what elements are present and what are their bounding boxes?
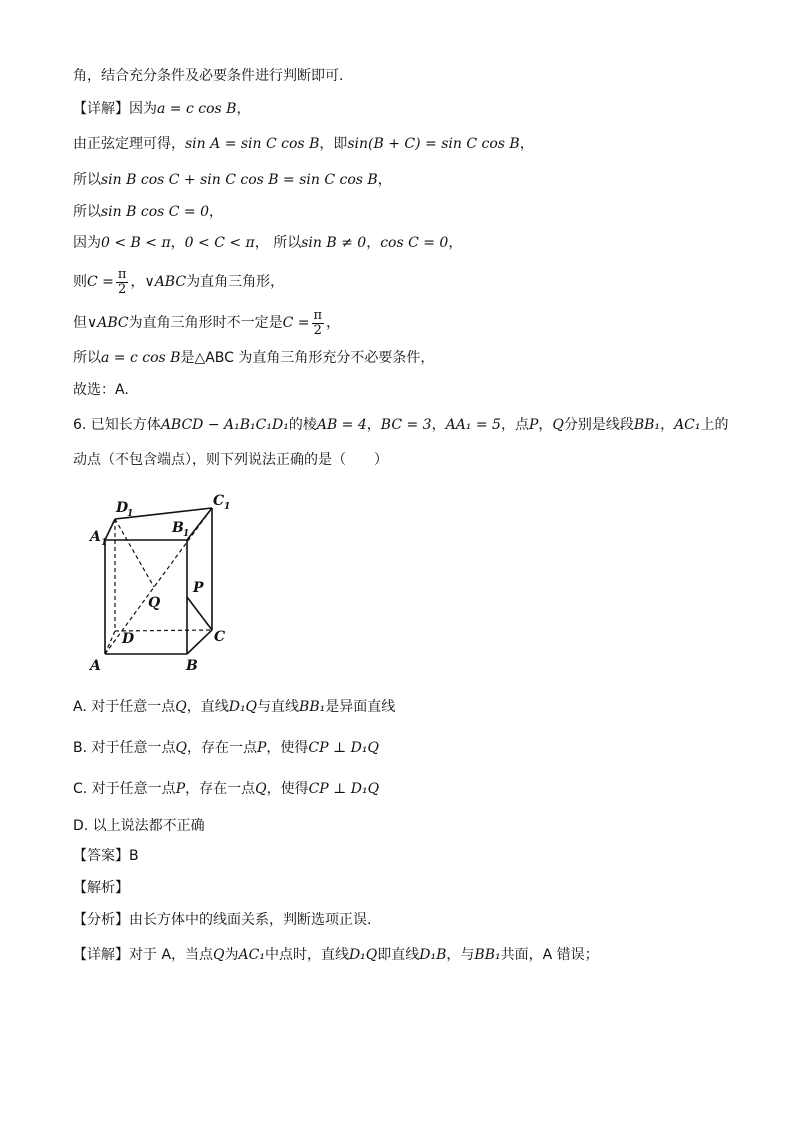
label-B1-sub: 1 (183, 529, 190, 539)
solution-line-5 (73, 202, 223, 222)
text: 所以 (73, 204, 101, 220)
math: 0 < C < π (184, 235, 255, 251)
solution-line-6 (73, 233, 462, 253)
punct: ， (448, 235, 463, 251)
label-A: A (90, 658, 101, 674)
detail-label: 【详解】 (73, 101, 129, 117)
option-b (73, 738, 379, 758)
text: 则 (73, 274, 87, 290)
label-P: P (193, 580, 204, 596)
math: sin A = sin C cos B (185, 136, 320, 152)
edge-C1B1 (187, 508, 212, 540)
segment-D1Q (115, 519, 154, 587)
text: D. 以上说法都不正确 (73, 818, 205, 834)
math: AA₁ = 5 (445, 417, 501, 433)
text: ，存在一点 (185, 781, 256, 797)
punct: ， (170, 235, 185, 251)
punct: ， (660, 417, 675, 433)
label-B1: B (172, 520, 184, 536)
question-line-2 (73, 450, 388, 470)
label-C1: C (213, 493, 225, 509)
math: C = (282, 315, 310, 331)
text: 上的 (700, 417, 729, 433)
text: ，存在一点 (187, 740, 257, 756)
math: Q (213, 947, 225, 963)
text: 由长方体中的线面关系，判断选项正误. (129, 912, 372, 928)
solution-line-4 (73, 170, 392, 190)
math: 0 < B < π (101, 235, 171, 251)
punct: ， (377, 172, 392, 188)
math: D₁Q (348, 947, 378, 963)
analysis-sub-label: 【分析】 (73, 912, 129, 928)
math: AC₁ (674, 417, 701, 433)
punct: ， (431, 417, 446, 433)
math: CP ⊥ D₁Q (308, 740, 379, 756)
text: C. 对于任意一点 (73, 781, 176, 797)
text: 为直角三角形， (186, 274, 285, 290)
segment-PC (187, 597, 212, 630)
math: D₁Q (228, 699, 258, 715)
text: 由正弦定理可得， (73, 136, 185, 152)
text: ，点 (500, 417, 529, 433)
label-B: B (186, 658, 198, 674)
text: ，使得 (266, 740, 309, 756)
punct: ， (209, 204, 224, 220)
text: ，使得 (266, 781, 309, 797)
detail-label: 【详解】 (73, 947, 129, 963)
numerator: π (117, 266, 127, 282)
label-D1-sub: 1 (127, 509, 134, 519)
math: cos C = 0 (380, 235, 449, 251)
text: 共面，A 错误； (500, 947, 599, 963)
math: a = c cos B (157, 101, 237, 117)
analysis-line (73, 910, 371, 930)
text: 所以 (73, 350, 101, 366)
punct: ， (366, 417, 381, 433)
math: D₁B (419, 947, 447, 963)
fraction (312, 309, 325, 338)
text: A. 对于任意一点 (73, 699, 176, 715)
label-A1-sub: 1 (101, 538, 108, 548)
math: AC₁ (238, 947, 265, 963)
label-D1: D (116, 500, 129, 516)
text: 是△ABC 为直角三角形充分不必要条件， (180, 350, 435, 366)
label-C1-sub: 1 (224, 502, 231, 512)
analysis-label: 【解析】 (73, 880, 129, 896)
math: sin(B + C) = sin C cos B (347, 136, 520, 152)
punct: ， (236, 101, 251, 117)
text: 故选：A. (73, 382, 129, 398)
math: Q (175, 699, 187, 715)
solution-line-8 (73, 305, 340, 341)
math: BB₁ (633, 417, 661, 433)
math: CP ⊥ D₁Q (308, 781, 380, 797)
text: ，即 (319, 136, 348, 152)
math: AB = 4 (316, 417, 367, 433)
text: 因为 (73, 235, 101, 251)
math: a = c cos B (101, 350, 181, 366)
edge-CB (187, 630, 212, 654)
text: 所以 (73, 172, 101, 188)
math: P (528, 417, 539, 433)
punct: ， (130, 274, 145, 290)
math: BB₁ (474, 947, 501, 963)
punct: ， (519, 136, 534, 152)
triangle-math: ∨ABC (144, 274, 187, 290)
text: 但 (73, 315, 87, 331)
option-d (73, 816, 205, 836)
math: sin B ≠ 0 (301, 235, 367, 251)
label-C: C (214, 629, 226, 645)
text: ，直线 (186, 699, 229, 715)
text: ， 所以 (254, 235, 302, 251)
detail-line (73, 945, 599, 965)
text: 动点（不包含端点），则下列说法正确的是（ ） (73, 452, 388, 468)
math: Q (552, 417, 564, 433)
punct: ， (326, 315, 341, 331)
math: P (257, 740, 267, 756)
text: 6. 已知长方体 (73, 417, 161, 433)
text: B. 对于任意一点 (73, 740, 176, 756)
punct: ， (366, 235, 381, 251)
denominator: 2 (118, 281, 127, 297)
text: 与直线 (257, 699, 300, 715)
math: Q (175, 740, 187, 756)
text: 即直线 (377, 947, 420, 963)
text: 为 (224, 947, 239, 963)
answer-line (73, 846, 139, 866)
text: 因为 (129, 101, 157, 117)
solution-line-9 (73, 348, 434, 368)
solution-line-3 (73, 134, 534, 154)
math: ABCD − A₁B₁C₁D₁ (160, 417, 289, 433)
label-A1: A (90, 529, 101, 545)
text: ，与 (446, 947, 475, 963)
math: C = (87, 274, 114, 290)
math: P (175, 781, 186, 797)
label-Q: Q (148, 595, 161, 611)
punct: ， (538, 417, 553, 433)
text: 分别是线段 (563, 417, 634, 433)
solution-line-10 (73, 380, 129, 400)
triangle-math: ∨ABC (87, 315, 129, 331)
math: sin B cos C = 0 (101, 204, 210, 220)
text: 的棱 (288, 417, 317, 433)
question-line-1 (73, 415, 729, 435)
text: 对于 A，当点 (129, 947, 214, 963)
text: 为直角三角形时不一定是 (128, 315, 283, 331)
edge-A1D1 (105, 519, 115, 540)
option-c (73, 779, 379, 799)
text: 中点时，直线 (264, 947, 349, 963)
text: 角，结合充分条件及必要条件进行判断即可. (73, 68, 344, 84)
math: sin B cos C + sin C cos B = sin C cos B (101, 172, 378, 188)
fraction (116, 268, 129, 297)
solution-line-2 (73, 99, 250, 119)
label-D: D (122, 631, 135, 647)
cuboid-figure (88, 488, 248, 674)
analysis-label-line (73, 878, 129, 898)
text: 是异面直线 (325, 699, 396, 715)
numerator: π (313, 307, 323, 323)
math: BC = 3 (380, 417, 432, 433)
answer-label: 【答案】 (73, 848, 129, 864)
answer-value: B (129, 848, 139, 864)
math: Q (255, 781, 267, 797)
denominator: 2 (313, 322, 322, 338)
math: BB₁ (299, 699, 326, 715)
solution-line-7 (73, 264, 284, 300)
option-a (73, 697, 395, 717)
solution-line-1 (73, 66, 343, 86)
